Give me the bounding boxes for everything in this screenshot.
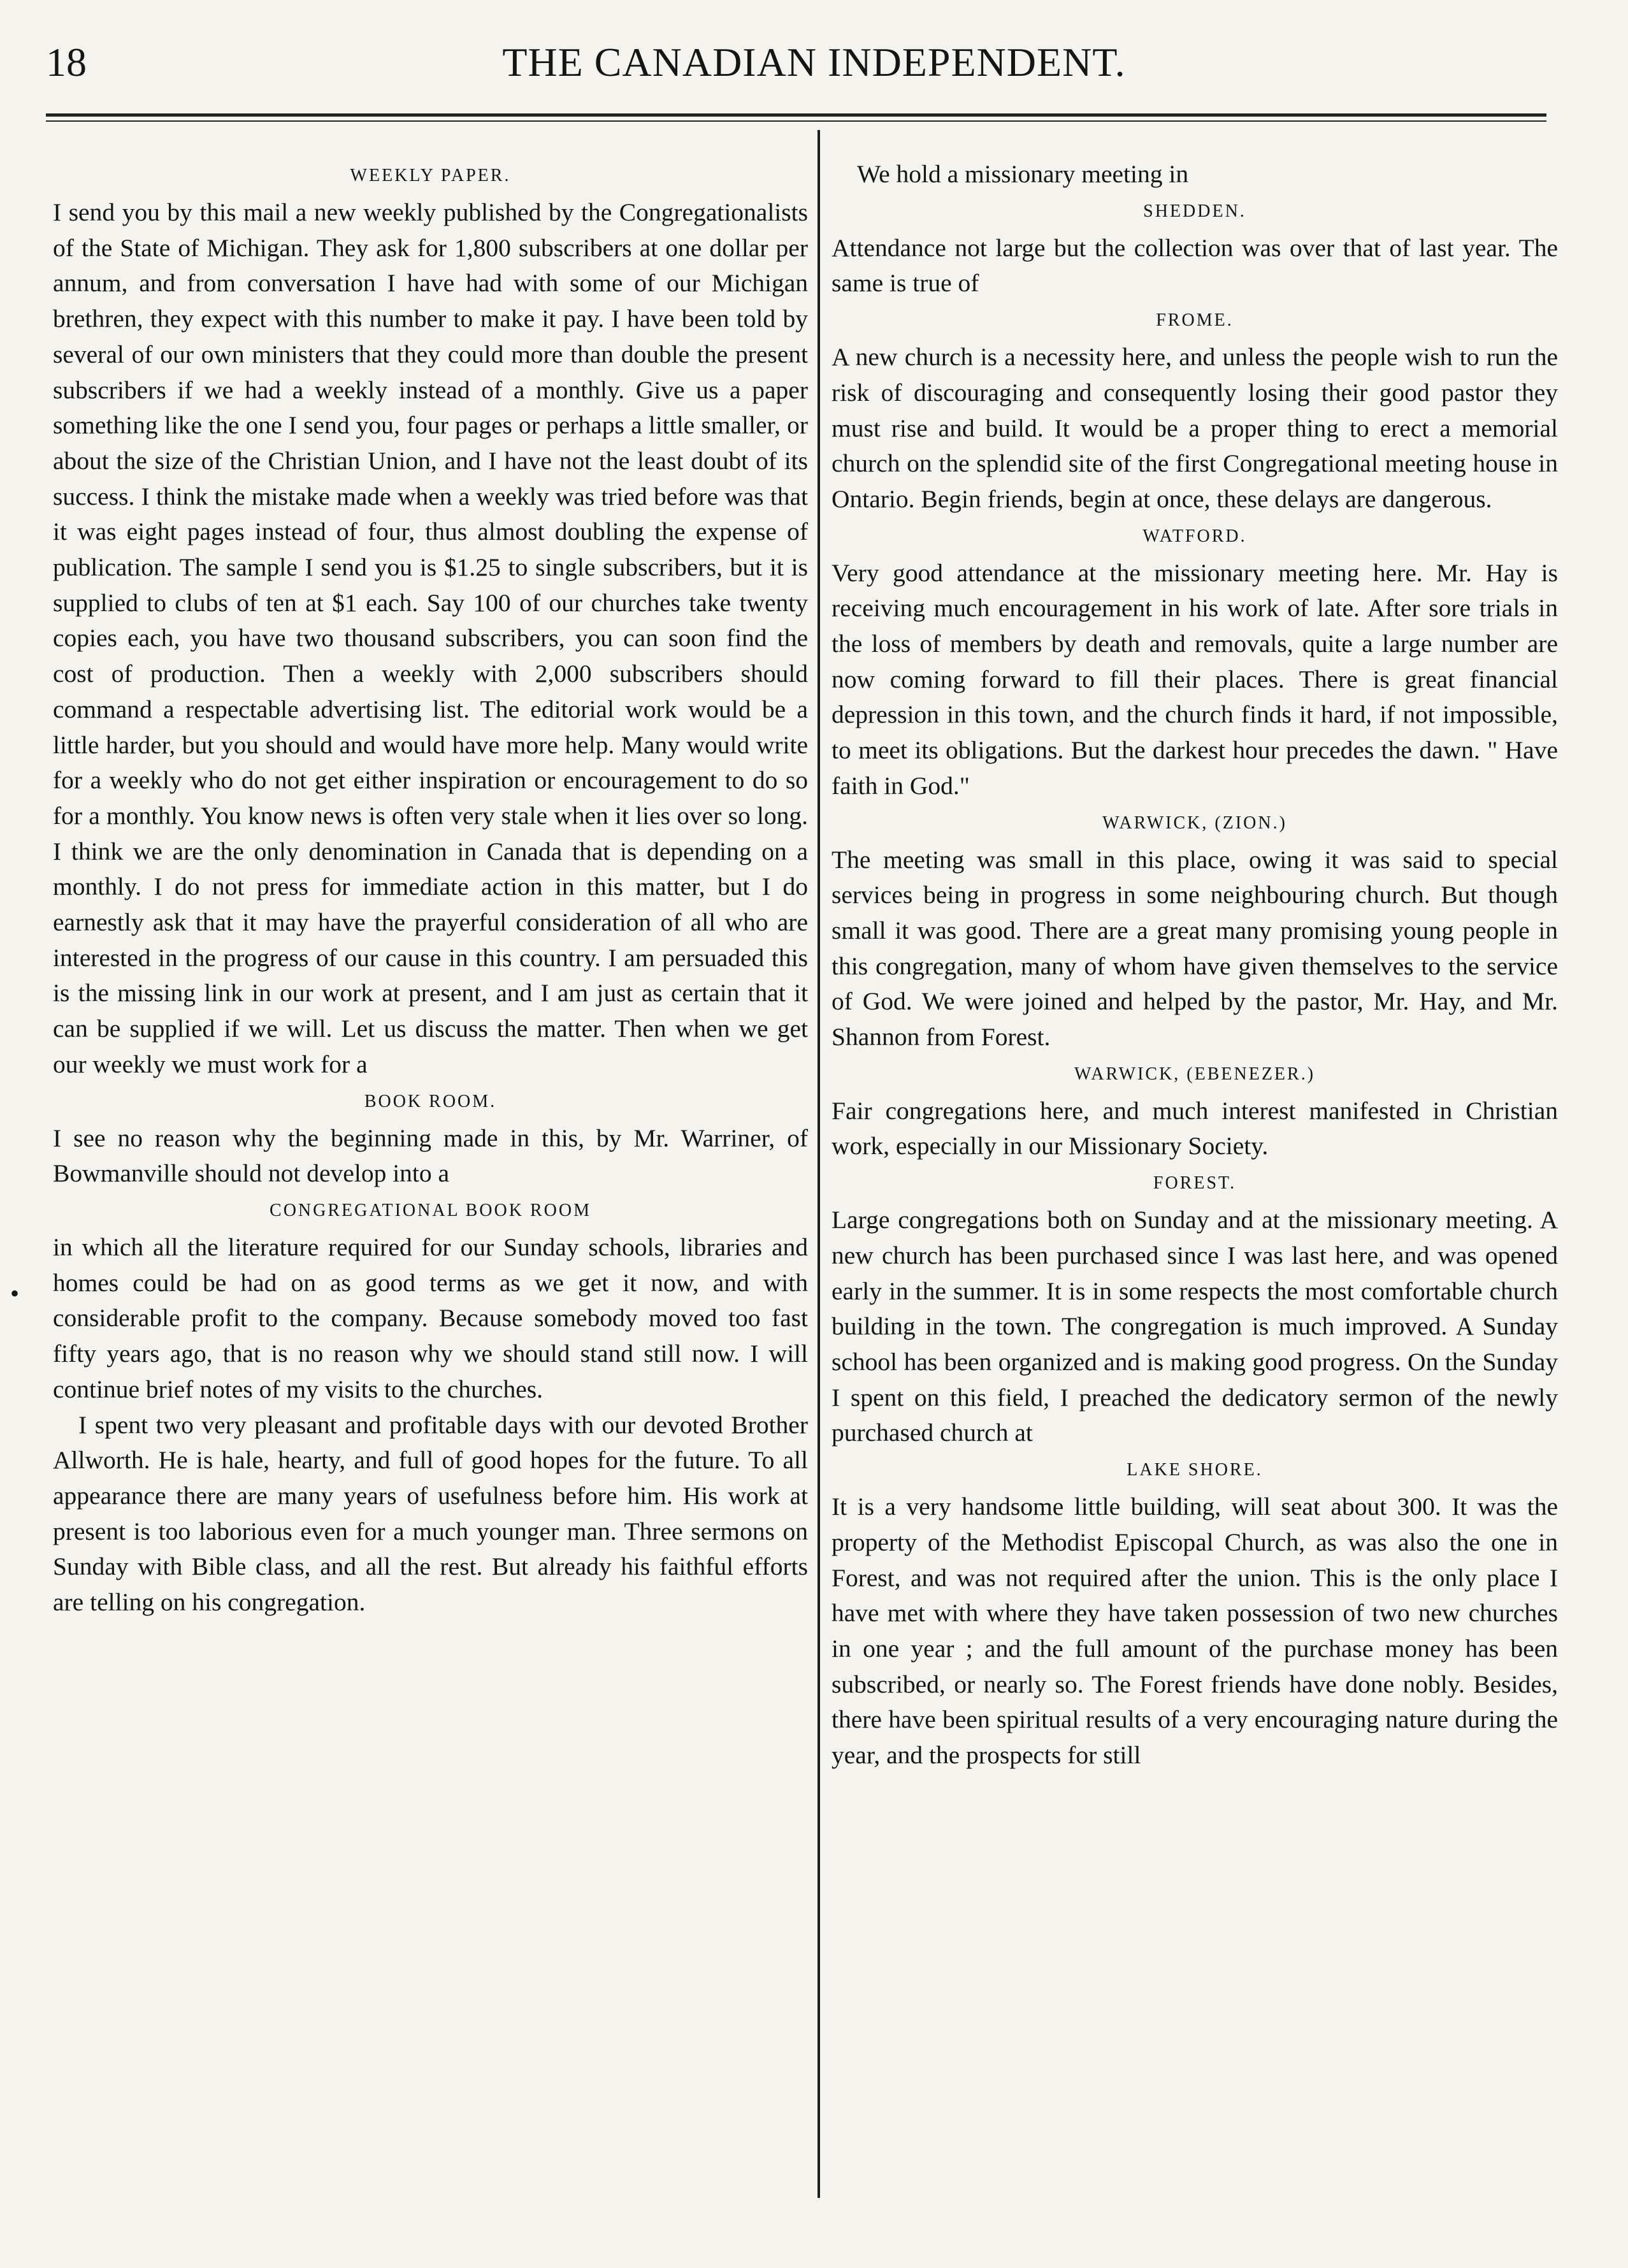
section-heading: CONGREGATIONAL BOOK ROOM xyxy=(270,1200,591,1220)
page-number: 18 xyxy=(46,40,87,85)
paragraph: in which all the literature required for our Sunday schools, libraries and homes could be had on as good terms as we get it now, and with considerable profit to the company. Because somebody moved too fast fifty years ago, that is no reason why we should stand still now. I will continue brief notes of my visits to the churches. xyxy=(53,1232,808,1403)
section-heading: WARWICK, (EBENEZER.) xyxy=(1074,1064,1316,1084)
section-heading: WATFORD. xyxy=(1142,526,1247,546)
paragraph: We hold a missionary meeting in xyxy=(857,160,1189,188)
margin-bullet: • xyxy=(10,1279,20,1308)
paragraph: A new church is a necessity here, and unless the people wish to run the risk of discouraging and consequently losing their good pastor they must rise and build. It would be a proper thing to erect a memorial church on the splendid site of the first Congregational meeting house in Ontario. Begin friends, begin at once, these delays are dangerous. xyxy=(832,343,1558,513)
section-heading: SHEDDEN. xyxy=(1143,201,1246,221)
masthead-title: THE CANADIAN INDEPENDENT. xyxy=(502,40,1126,85)
header-rule xyxy=(46,113,1546,122)
column-divider xyxy=(818,130,820,2198)
section-heading: WEEKLY PAPER. xyxy=(350,166,511,185)
paragraph: I see no reason why the beginning made in this, by Mr. Warriner, of Bowmanville should not develop into a xyxy=(53,1123,808,1188)
paragraph: Very good attendance at the missionary meeting here. Mr. Hay is receiving much encouragement in his work of late. After sore trials in the loss of members by death and removals, quite a large number are now coming forward to fill their places. There is great financial depression in this town, and the church finds it hard, if not impossible, to meet its obligations. But the darkest hour precedes the dawn. " Have faith in God." xyxy=(832,558,1558,800)
paragraph: Large congregations both on Sunday and at the missionary meeting. A new church has been purchased since I was last here, and was opened early in the summer. It is in some respects the most comfortable church building in the town. The congregation is much improved. A Sunday school has been organized and is making good progress. On the Sunday I spent on this field, I preached the dedicatory sermon of the newly purchased church at xyxy=(832,1206,1558,1447)
paragraph: Fair congregations here, and much interest manifested in Christian work, especially in our Missionary Society. xyxy=(832,1096,1558,1160)
section-heading: BOOK ROOM. xyxy=(364,1091,497,1111)
section-heading: LAKE SHORE. xyxy=(1127,1460,1263,1480)
section-heading: FROME. xyxy=(1156,310,1234,331)
paragraph: It is a very handsome little building, will seat about 300. It was the property of the Methodist Episcopal Church, as was also the one in Forest, and was not required after the union. This is the only place I have met with where they have taken possession of two new churches in one year ; and the full amount of the purchase money has been subscribed, or nearly so. The Forest friends have done nobly. Besides, there have been spiritual results of a very encouraging nature during the year, and the prospects for still xyxy=(832,1492,1558,1770)
right-column xyxy=(832,157,1558,1773)
paragraph: The meeting was small in this place, owing it was said to special services being in progress in some neighbouring church. But though small it was good. There are a great many promising young people in this congregation, many of whom have given themselves to the service of God. We were joined and helped by the pastor, Mr. Hay, and Mr. Shannon from Forest. xyxy=(832,845,1558,1051)
section-heading: WARWICK, (ZION.) xyxy=(1102,813,1287,833)
paragraph: Attendance not large but the collection was over that of last year. The same is true of xyxy=(832,233,1558,298)
paragraph: I send you by this mail a new weekly published by the Congregationalists of the State of Michigan. They ask for 1,800 subscribers at one dollar per annum, and from conversation I have had with some of our Michigan brethren, they expect with this number to make it pay. I have been told by several of our own ministers that they could more than double the present subscribers if we had a weekly instead of a monthly. Give us a paper something like the one I send you, four pages or perhaps a little smaller, or about the size of the Christian Union, and I have not the least doubt of its success. I think the mistake made when a weekly was tried before was that it was eight pages instead of four, thus almost doubling the expense of publication. The sample I send you is $1.25 to single subscribers, but it is supplied to clubs of ten at $1 each. Say 100 of our churches take twenty copies each, you have two thousand subscribers, you can soon find the cost of production. Then a weekly with 2,000 subscribers should command a respectable advertising list. The editorial work would be a little harder, but you should and would have more help. Many would write for a weekly who do not get either inspiration or encouragement to do so for a monthly. You know news is often very stale when it lies over so long. I think we are the only denomination in Canada that is depending on a monthly. I do not press for immediate action in this matter, but I do earnestly ask that it may have the prayerful consideration of all who are interested in the progress of our cause in this country. I am persuaded this is the missing link in our work at present, and I am just as certain that it can be supplied if we will. Let us discuss the matter. Then when we get our weekly we must work for a xyxy=(53,198,808,1078)
paragraph: I spent two very pleasant and profitable days with our devoted Brother Allworth. He is hale, hearty, and full of good hopes for the future. To all appearance there are many years of usefulness before him. His work at present is too laborious even for a much younger man. Three sermons on Sunday with Bible class, and all the rest. But already his faithful efforts are telling on his congregation. xyxy=(53,1410,808,1617)
left-column xyxy=(53,157,808,1621)
section-heading: FOREST. xyxy=(1153,1173,1237,1194)
